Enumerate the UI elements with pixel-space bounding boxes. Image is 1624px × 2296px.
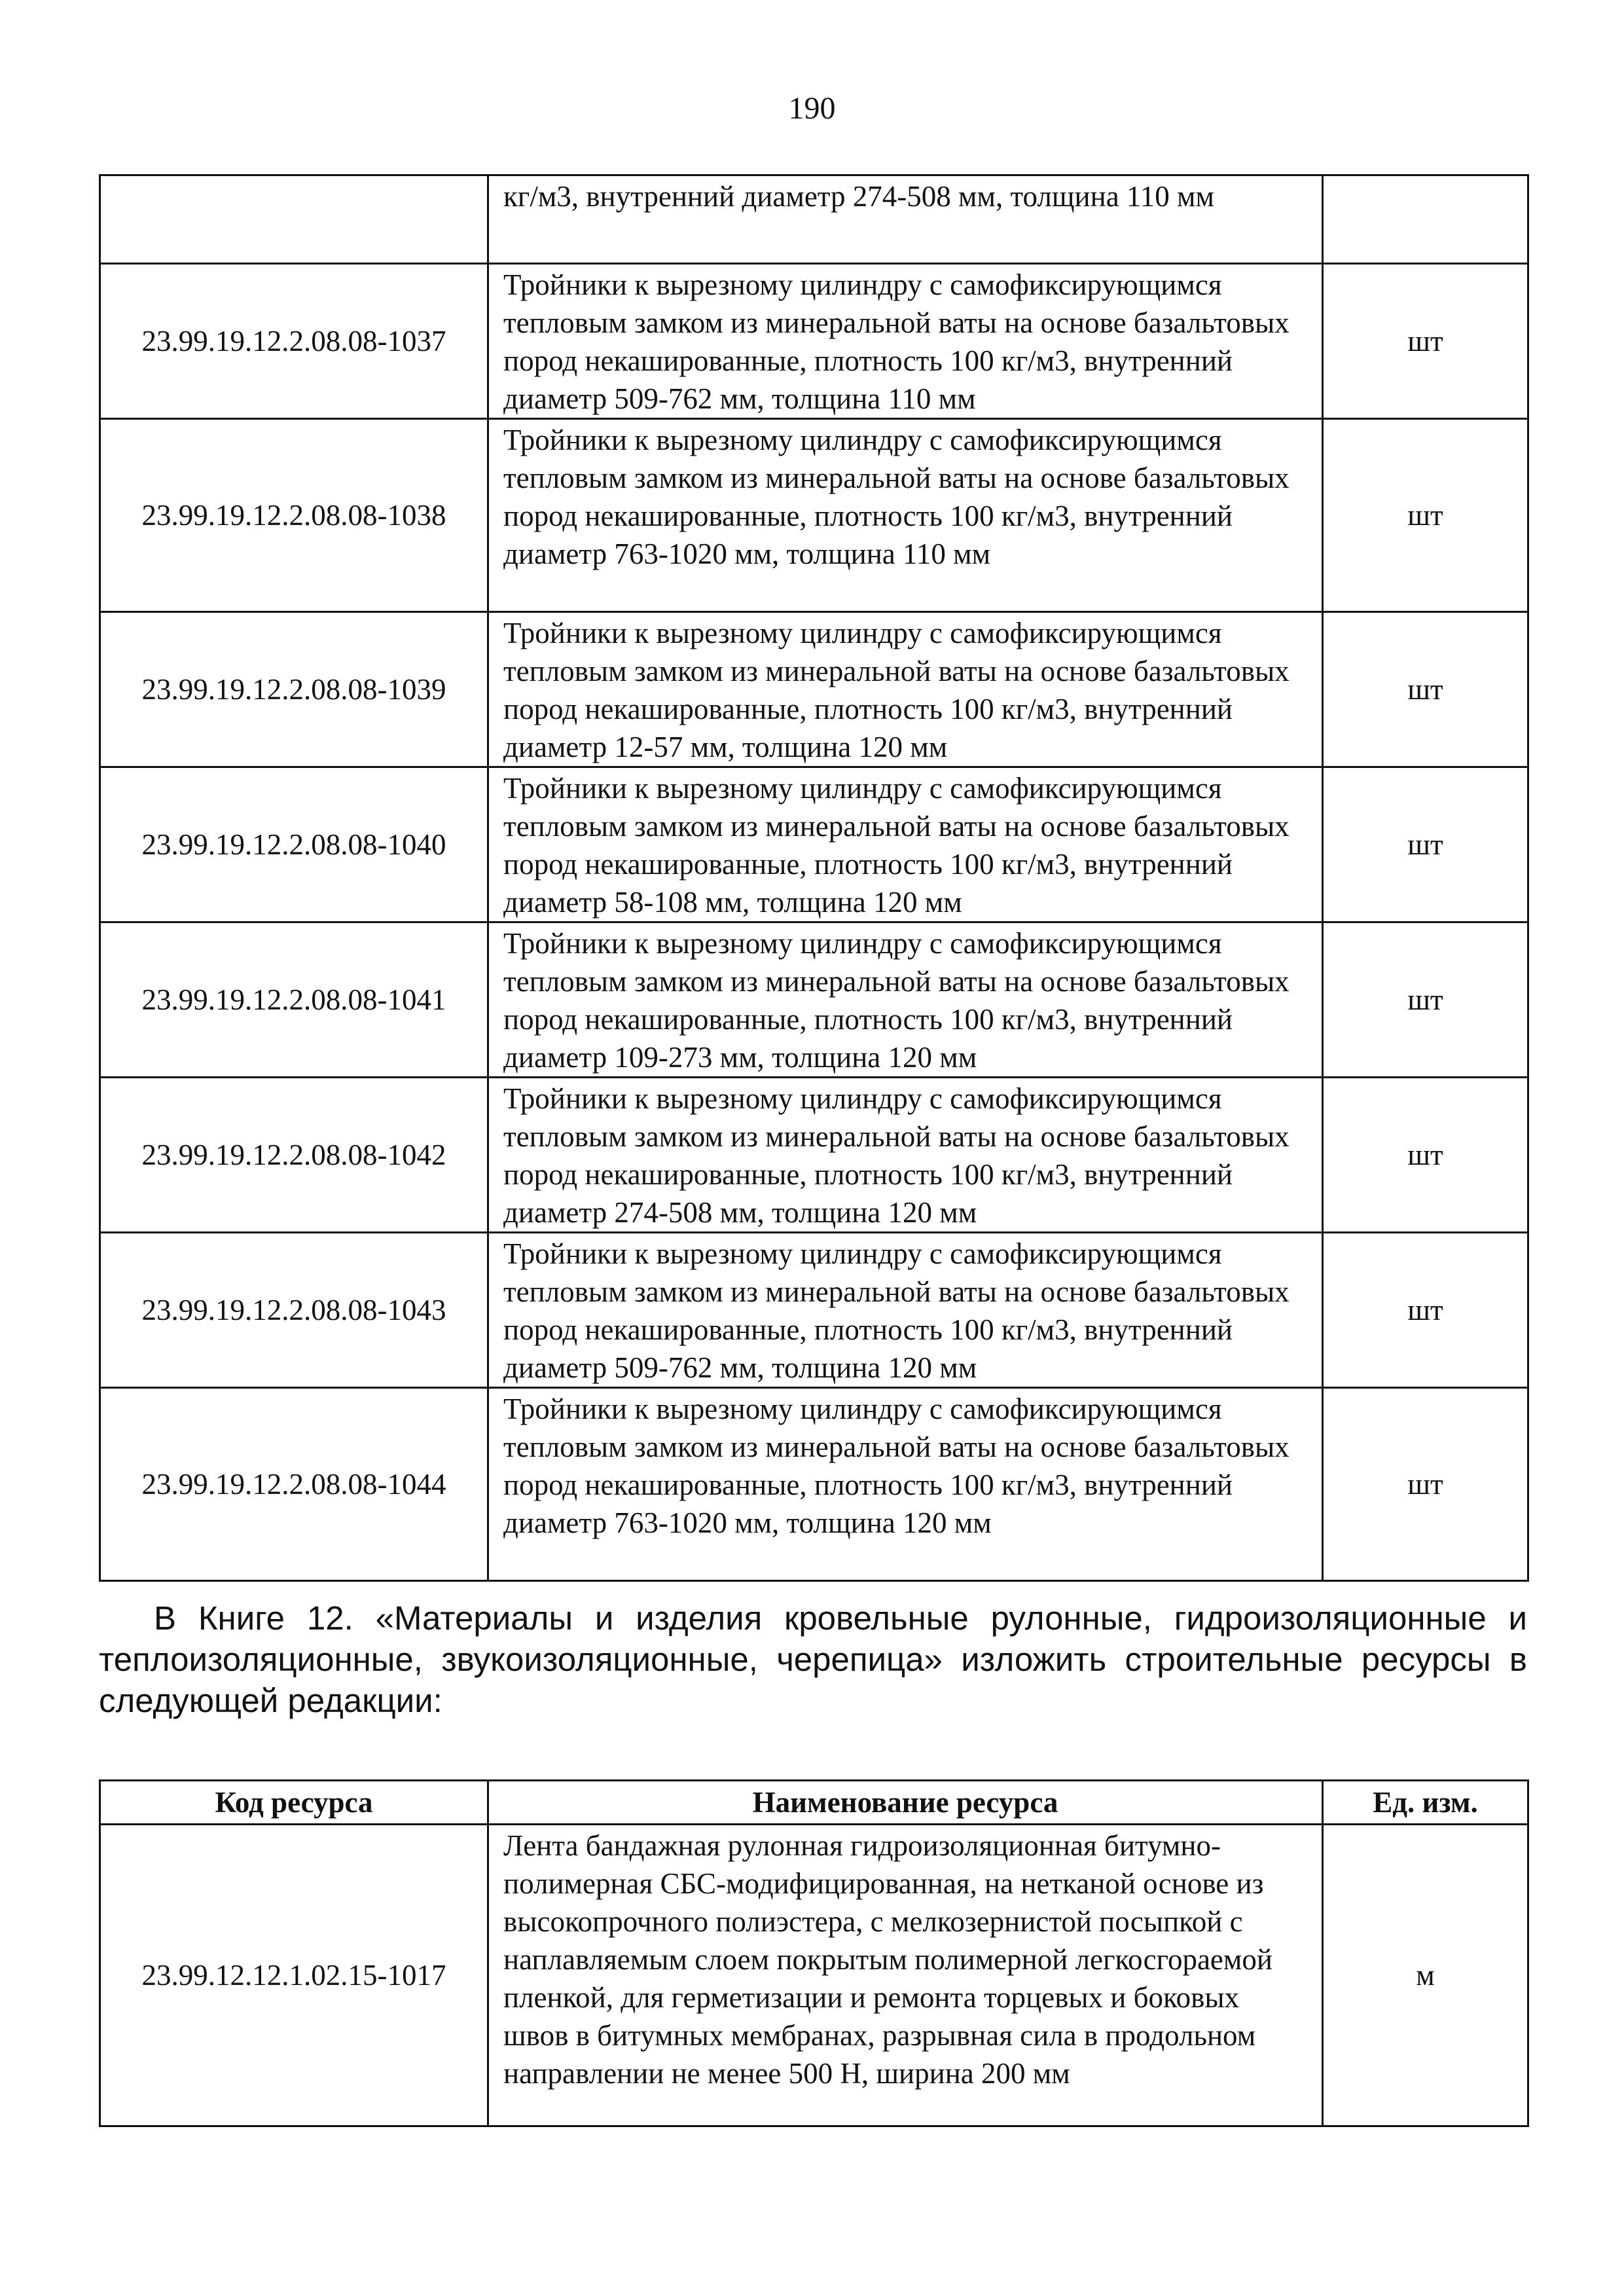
table-header-row bbox=[100, 1781, 1528, 1825]
resource-code-cell: 23.99.19.12.2.08.08-1044 bbox=[100, 1388, 488, 1581]
resource-code-cell: 23.99.19.12.2.08.08-1039 bbox=[100, 612, 488, 767]
table-row bbox=[100, 419, 1528, 612]
table-row bbox=[100, 1825, 1528, 2126]
resource-name-cell: Тройники к вырезному цилиндру с самофиксирующимся тепловым замком из минеральной ваты на основе базальтовых пород некашированные, плотность 100 кг/м3, внутренний диаметр 509-762 мм, толщина 110 мм bbox=[488, 264, 1323, 419]
table-row bbox=[100, 175, 1528, 264]
resource-code-cell: 23.99.19.12.2.08.08-1038 bbox=[100, 419, 488, 612]
resource-code-cell: 23.99.19.12.2.08.08-1041 bbox=[100, 922, 488, 1078]
resource-unit-cell: шт bbox=[1323, 922, 1528, 1078]
resource-table-book-12 bbox=[99, 1779, 1529, 2127]
resource-name-cell: Тройники к вырезному цилиндру с самофиксирующимся тепловым замком из минеральной ваты на основе базальтовых пород некашированные, плотность 100 кг/м3, внутренний диаметр 509-762 мм, толщина 120 мм bbox=[488, 1233, 1323, 1388]
table-row bbox=[100, 1388, 1528, 1581]
table-row bbox=[100, 1233, 1528, 1388]
instruction-paragraph: В Книге 12. «Материалы и изделия кровельные рулонные, гидроизоляционные и теплоизоляционные, звукоизоляционные, черепица» изложить строительные ресурсы в следующей редакции: bbox=[99, 1599, 1527, 1719]
resource-name-cell: кг/м3, внутренний диаметр 274-508 мм, толщина 110 мм bbox=[488, 175, 1323, 264]
resource-name-cell: Тройники к вырезному цилиндру с самофиксирующимся тепловым замком из минеральной ваты на основе базальтовых пород некашированные, плотность 100 кг/м3, внутренний диаметр 12-57 мм, толщина 120 мм bbox=[488, 612, 1323, 767]
resource-unit-cell bbox=[1323, 175, 1528, 264]
resource-code-cell bbox=[100, 175, 488, 264]
resource-unit-cell: шт bbox=[1323, 264, 1528, 419]
resource-name-cell: Лента бандажная рулонная гидроизоляционная битумно-полимерная СБС-модифицированная, на нетканой основе из высокопрочного полиэстера, с мелкозернистой посыпкой с наплавляемым слоем покрытым полимерной легкосгораемой пленкой, для герметизации и ремонта торцевых и боковых швов в битумных мембранах, разрывная сила в продольном направлении не менее 500 Н, ширина 200 мм bbox=[488, 1825, 1323, 2126]
resource-name-cell: Тройники к вырезному цилиндру с самофиксирующимся тепловым замком из минеральной ваты на основе базальтовых пород некашированные, плотность 100 кг/м3, внутренний диаметр 58-108 мм, толщина 120 мм bbox=[488, 767, 1323, 922]
resource-code-cell: 23.99.19.12.2.08.08-1040 bbox=[100, 767, 488, 922]
resource-unit-cell: шт bbox=[1323, 419, 1528, 612]
table-row bbox=[100, 922, 1528, 1078]
column-header-unit: Ед. изм. bbox=[1323, 1781, 1528, 1825]
resource-name-cell: Тройники к вырезному цилиндру с самофиксирующимся тепловым замком из минеральной ваты на основе базальтовых пород некашированные, плотность 100 кг/м3, внутренний диаметр 109-273 мм, толщина 120 мм bbox=[488, 922, 1323, 1078]
page-number: 190 bbox=[788, 91, 836, 126]
resource-code-cell: 23.99.12.12.1.02.15-1017 bbox=[100, 1825, 488, 2126]
resource-unit-cell: шт bbox=[1323, 1233, 1528, 1388]
resource-unit-cell: шт bbox=[1323, 767, 1528, 922]
resource-name-cell: Тройники к вырезному цилиндру с самофиксирующимся тепловым замком из минеральной ваты на основе базальтовых пород некашированные, плотность 100 кг/м3, внутренний диаметр 274-508 мм, толщина 120 мм bbox=[488, 1078, 1323, 1233]
resource-code-cell: 23.99.19.12.2.08.08-1042 bbox=[100, 1078, 488, 1233]
resource-table-continued bbox=[99, 174, 1529, 1582]
table-row bbox=[100, 767, 1528, 922]
resource-name-cell: Тройники к вырезному цилиндру с самофиксирующимся тепловым замком из минеральной ваты на основе базальтовых пород некашированные, плотность 100 кг/м3, внутренний диаметр 763-1020 мм, толщина 110 мм bbox=[488, 419, 1323, 612]
resource-unit-cell: шт bbox=[1323, 1388, 1528, 1581]
resource-unit-cell: шт bbox=[1323, 612, 1528, 767]
resource-name-cell: Тройники к вырезному цилиндру с самофиксирующимся тепловым замком из минеральной ваты на основе базальтовых пород некашированные, плотность 100 кг/м3, внутренний диаметр 763-1020 мм, толщина 120 мм bbox=[488, 1388, 1323, 1581]
resource-code-cell: 23.99.19.12.2.08.08-1043 bbox=[100, 1233, 488, 1388]
column-header-name: Наименование ресурса bbox=[488, 1781, 1323, 1825]
table-row bbox=[100, 264, 1528, 419]
column-header-code: Код ресурса bbox=[100, 1781, 488, 1825]
resource-unit-cell: шт bbox=[1323, 1078, 1528, 1233]
table-row bbox=[100, 612, 1528, 767]
table-row bbox=[100, 1078, 1528, 1233]
resource-code-cell: 23.99.19.12.2.08.08-1037 bbox=[100, 264, 488, 419]
resource-unit-cell: м bbox=[1323, 1825, 1528, 2126]
